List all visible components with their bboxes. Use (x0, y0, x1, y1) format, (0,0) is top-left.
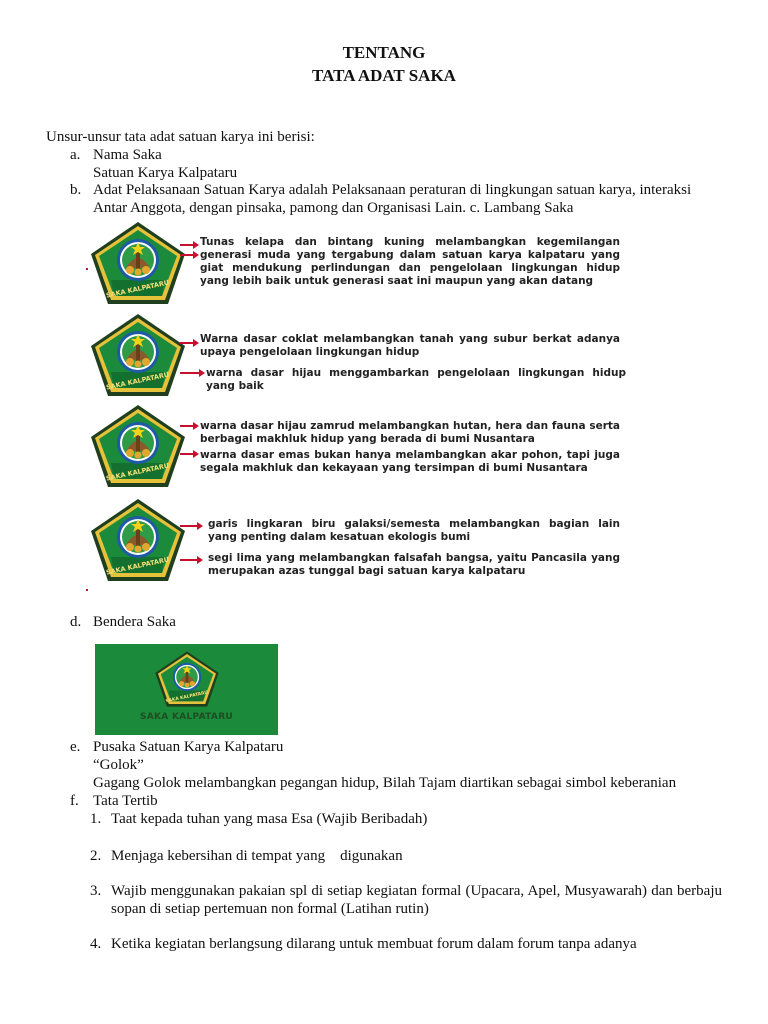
rule-text: Ketika kegiatan berlangsung dilarang untuk membuat forum dalam forum tanpa adanya (111, 936, 637, 952)
item-b-line2: Antar Anggota, dengan pinsaka, pamong dan Organisasi Lain. c. Lambang Saka (93, 200, 574, 216)
pointer-arrow-icon (180, 254, 194, 256)
item-a-marker: a. (70, 147, 81, 163)
item-e-detail: Gagang Golok melambangkan pegangan hidup, Bilah Tajam diartikan sebagai simbol keberanian (93, 775, 677, 791)
saka-kalpataru-emblem (153, 650, 221, 708)
document-title-line2: TATA ADAT SAKA (312, 66, 456, 85)
item-b-marker: b. (70, 182, 82, 198)
emblem-row-3 (88, 403, 624, 491)
rule-number: 2. (90, 848, 102, 864)
saka-kalpataru-emblem (88, 403, 188, 489)
emblem-row-2 (88, 312, 624, 400)
item-d-label: Bendera Saka (93, 614, 176, 630)
document-title-line1: TENTANG (342, 43, 426, 62)
emblem-row-4 (88, 497, 624, 585)
emblem-row-1 (88, 220, 624, 308)
red-mark (86, 268, 88, 270)
saka-kalpataru-emblem (88, 220, 188, 306)
flag-caption: SAKA KALPATARU (139, 712, 234, 722)
item-a-label: Nama Saka (93, 147, 162, 163)
emblem-description: warna dasar hijau zamrud melambangkan hutan, hera dan fauna serta berbagai makhluk hidup yang berada di bumi Nusantara (200, 420, 620, 445)
saka-kalpataru-emblem (88, 497, 188, 583)
pointer-arrow-icon (180, 453, 194, 455)
rule-text: Wajib menggunakan pakaian spl di setiap kegiatan formal (Upacara, Apel, Musyawarah) dan berbaju sopan di setiap pertemuan non formal (Latihan rutin) (111, 883, 722, 917)
pointer-arrow-icon (180, 244, 194, 246)
item-d-marker: d. (70, 614, 82, 630)
item-f-marker: f. (70, 793, 79, 809)
rule-number: 3. (90, 883, 102, 899)
intro-text: Unsur-unsur tata adat satuan karya ini berisi: (46, 129, 315, 145)
pointer-arrow-icon (180, 372, 200, 374)
pointer-arrow-icon (180, 559, 198, 561)
pointer-arrow-icon (180, 525, 198, 527)
saka-kalpataru-emblem (88, 312, 188, 398)
item-a-detail: Satuan Karya Kalpataru (93, 165, 238, 181)
emblem-description: garis lingkaran biru galaksi/semesta melambangkan bagian lain yang penting dalam kesatuan ekologis bumi (208, 518, 620, 543)
emblem-description: segi lima yang melambangkan falsafah bangsa, yaitu Pancasila yang merupakan azas tunggal bagi satuan karya kalpataru (208, 552, 620, 577)
saka-flag (95, 644, 278, 735)
rule-number: 1. (90, 811, 102, 827)
pointer-arrow-icon (180, 342, 194, 344)
rule-text: Menjaga kebersihan di tempat yang digunakan (111, 848, 403, 864)
emblem-description: Tunas kelapa dan bintang kuning melambangkan kegemilangan generasi muda yang tergabung dalam satuan karya kalpataru yang giat mendukung perlindungan dan pengelolaan lingkungan hidup yang lebih baik untuk generasi saat ini maupun yang akan datang (200, 236, 620, 287)
item-e-marker: e. (70, 739, 81, 755)
item-e-quote: “Golok” (93, 757, 144, 773)
emblem-description: warna dasar hijau menggambarkan pengelolaan lingkungan hidup yang baik (206, 367, 626, 392)
emblem-description: warna dasar emas bukan hanya melambangkan akar pohon, tapi juga segala makhluk dan kekayaan yang tersimpan di bumi Nusantara (200, 449, 620, 474)
rule-text: Taat kepada tuhan yang masa Esa (Wajib Beribadah) (111, 811, 428, 827)
item-b-line1: Adat Pelaksanaan Satuan Karya adalah Pelaksanaan peraturan di lingkungan satuan karya, interaksi (93, 182, 692, 198)
emblem-description: Warna dasar coklat melambangkan tanah yang subur berkat adanya upaya pengelolaan lingkungan hidup (200, 333, 620, 358)
rule-number: 4. (90, 936, 102, 952)
item-e-label: Pusaka Satuan Karya Kalpataru (93, 739, 284, 755)
pointer-arrow-icon (180, 425, 194, 427)
item-f-label: Tata Tertib (93, 793, 158, 809)
red-mark (86, 589, 88, 591)
